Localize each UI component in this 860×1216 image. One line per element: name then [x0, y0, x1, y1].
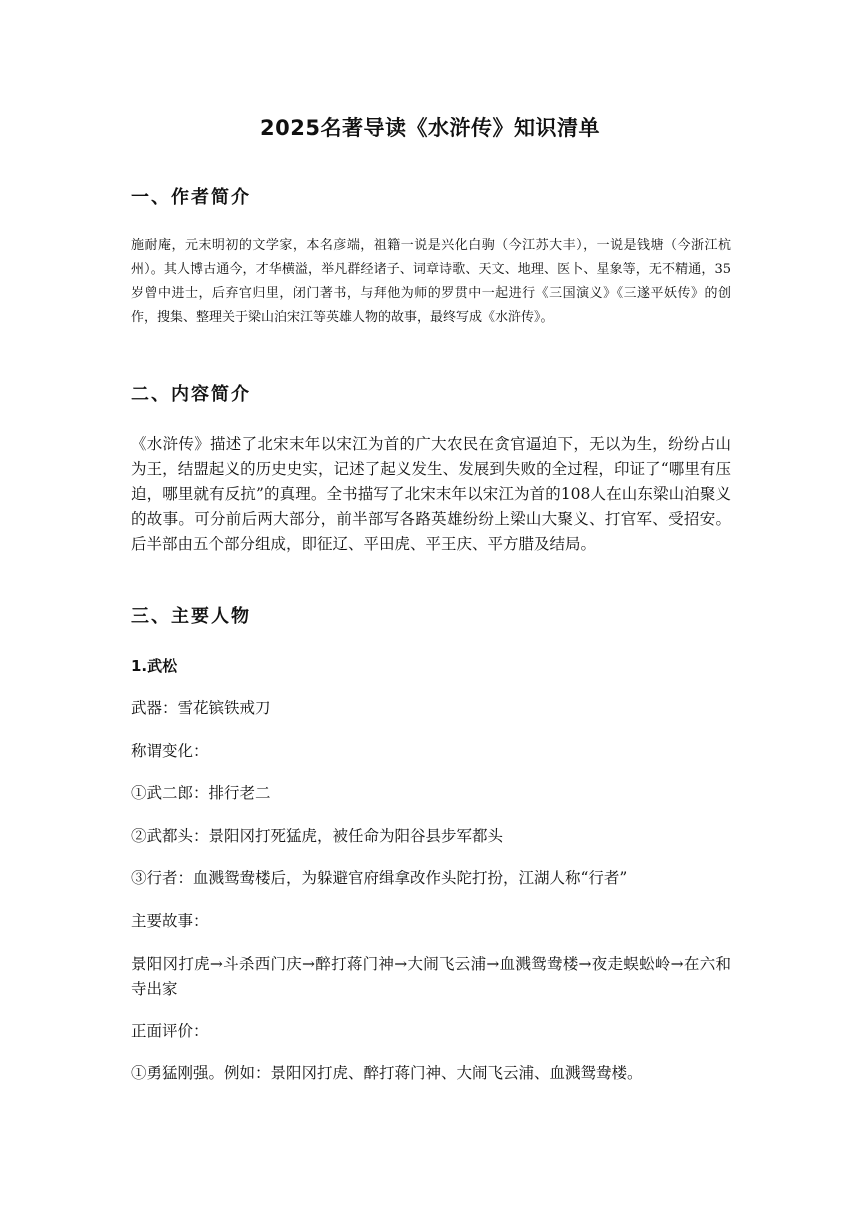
titles-label: 称谓变化：	[131, 742, 209, 760]
stories-label: 主要故事：	[131, 912, 209, 930]
title-item: ③行者：血溅鸳鸯楼后，为躲避官府缉拿改作头陀打扮，江湖人称“行者”	[131, 869, 628, 887]
stories-text: 景阳冈打虎→斗杀西门庆→醉打蒋门神→大闹飞云浦→血溅鸳鸯楼→夜走蜈蚣岭→在六和寺出家	[131, 955, 731, 998]
character-name: 1.武松	[131, 657, 178, 675]
author-intro-paragraph: 施耐庵，元末明初的文学家，本名彦端，祖籍一说是兴化白驹（今江苏大丰），一说是钱塘（今浙江杭州）。其人博古通今，才华横溢，举凡群经诸子、词章诗歌、天文、地理、医卜、星象等，无不精通，35岁曾中进士，后弃官归里，闭门著书，与拜他为师的罗贯中一起进行《三国演义》《三遂平妖传》的创作，搜集、整理关于梁山泊宋江等英雄人物的故事，最终写成《水浒传》。	[131, 238, 731, 325]
character-weapon: 武器：雪花镔铁戒刀	[131, 699, 271, 717]
title-item: ②武都头：景阳冈打死猛虎，被任命为阳谷县步军都头	[131, 827, 504, 845]
title-item: ①武二郎：排行老二	[131, 784, 271, 802]
document-title: 2025名著导读《水浒传》知识清单	[260, 116, 600, 140]
content-intro-paragraph: 《水浒传》描述了北宋末年以宋江为首的广大农民在贪官逼迫下，无以为生，纷纷占山为王，结盟起义的历史史实，记述了起义发生、发展到失败的全过程，印证了“哪里有压迫，哪里就有反抗”的真理。全书描写了北宋末年以宋江为首的108人在山东梁山泊聚义的故事。可分前后两大部分，前半部写各路英雄纷纷上梁山大聚义、打官军、受招安。后半部由五个部分组成，即征辽、平田虎、平王庆、平方腊及结局。	[131, 435, 731, 553]
evaluation-label: 正面评价：	[131, 1022, 209, 1040]
section-heading-author: 一、作者简介	[131, 187, 251, 208]
section-heading-content: 二、内容简介	[131, 384, 251, 405]
section-heading-characters: 三、主要人物	[131, 606, 251, 627]
evaluation-item: ①勇猛刚强。例如：景阳冈打虎、醉打蒋门神、大闹飞云浦、血溅鸳鸯楼。	[131, 1064, 643, 1082]
